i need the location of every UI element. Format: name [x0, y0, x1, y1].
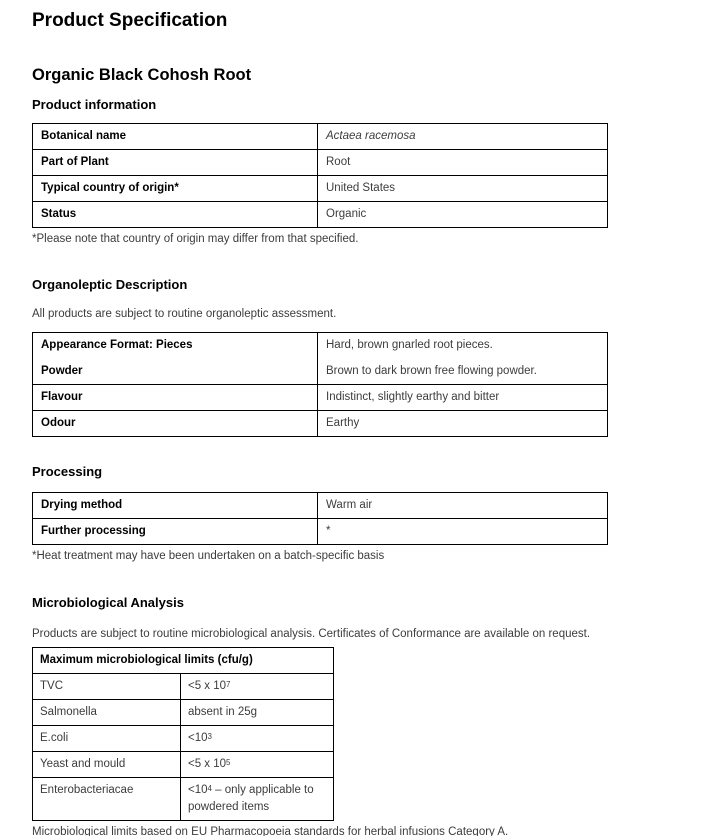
processing-table	[32, 492, 608, 545]
row-value: Root	[318, 150, 608, 176]
table-row	[33, 726, 334, 752]
doc-title: Product Specification	[32, 10, 228, 31]
footnote-eu-pharmacopoeia: Microbiological limits based on EU Pharmacopoeia standards for herbal infusions Category A.	[32, 826, 509, 836]
section-product-information	[32, 96, 679, 247]
row-value: Warm air	[318, 493, 608, 519]
organoleptic-intro: All products are subject to routine organoleptic assessment.	[32, 308, 337, 320]
limit-base: <5 x 10	[188, 680, 227, 692]
table-row	[33, 411, 608, 437]
row-value	[181, 752, 334, 778]
row-label: Salmonella	[33, 700, 181, 726]
table-row	[33, 674, 334, 700]
table-row	[33, 700, 334, 726]
product-title: Organic Black Cohosh Root	[32, 66, 252, 84]
footnote-country-of-origin: *Please note that country of origin may differ from that specified.	[32, 233, 359, 245]
appearance-value-pieces: Hard, brown gnarled root pieces.	[326, 339, 493, 351]
row-value	[318, 333, 608, 385]
table-row	[33, 778, 334, 821]
row-value: Earthy	[318, 411, 608, 437]
table-row	[33, 202, 608, 228]
row-value: United States	[318, 176, 608, 202]
row-label: Status	[33, 202, 318, 228]
heading-organoleptic-description: Organoleptic Description	[32, 277, 188, 292]
limit-base: <10	[188, 732, 208, 744]
row-value: Organic	[318, 202, 608, 228]
section-microbiological-analysis	[32, 594, 679, 836]
organoleptic-table	[32, 332, 608, 437]
heading-microbiological-analysis: Microbiological Analysis	[32, 595, 184, 610]
microbiological-intro: Products are subject to routine microbiological analysis. Certificates of Conformance are available on request.	[32, 628, 591, 640]
row-label: Enterobacteriacae	[33, 778, 181, 821]
row-label: Drying method	[33, 493, 318, 519]
row-label: Yeast and mould	[33, 752, 181, 778]
microbiological-table	[32, 647, 334, 821]
table-row	[33, 333, 608, 385]
row-label: Flavour	[33, 385, 318, 411]
section-organoleptic-description	[32, 276, 679, 437]
row-label	[33, 333, 318, 385]
limit-exponent: 7	[226, 680, 231, 689]
row-label: Typical country of origin*	[33, 176, 318, 202]
row-label: Further processing	[33, 519, 318, 545]
row-value	[181, 674, 334, 700]
limit-base: <10	[188, 784, 208, 796]
row-label: Odour	[33, 411, 318, 437]
appearance-value-powder: Brown to dark brown free flowing powder.	[326, 365, 537, 377]
row-value: *	[318, 519, 608, 545]
row-value: Actaea racemosa	[318, 124, 608, 150]
row-value: Indistinct, slightly earthy and bitter	[318, 385, 608, 411]
row-value	[181, 726, 334, 752]
footnote-heat-treatment: *Heat treatment may have been undertaken on a batch-specific basis	[32, 550, 385, 562]
limit-base: <5 x 10	[188, 758, 227, 770]
table-row	[33, 385, 608, 411]
row-label: TVC	[33, 674, 181, 700]
heading-processing: Processing	[32, 464, 103, 479]
limit-base: absent in 25g	[188, 706, 258, 718]
table-row	[33, 752, 334, 778]
row-label: Part of Plant	[33, 150, 318, 176]
limit-exponent: 3	[207, 732, 212, 741]
table-row	[33, 176, 608, 202]
table-row	[33, 493, 608, 519]
heading-product-information: Product information	[32, 97, 157, 112]
micro-table-header: Maximum microbiological limits (cfu/g)	[33, 648, 334, 674]
table-header-row	[33, 648, 334, 674]
table-row	[33, 124, 608, 150]
appearance-label-pieces: Appearance Format: Pieces	[41, 339, 193, 351]
limit-suffix: – only applicable to powdered items	[188, 784, 314, 813]
row-value	[181, 778, 334, 821]
product-information-table	[32, 123, 608, 228]
limit-exponent: 5	[226, 758, 231, 767]
row-label: Botanical name	[33, 124, 318, 150]
section-processing	[32, 463, 679, 564]
row-label: E.coli	[33, 726, 181, 752]
table-row	[33, 150, 608, 176]
limit-exponent: 4	[207, 784, 212, 793]
row-value	[181, 700, 334, 726]
appearance-label-powder: Powder	[41, 365, 83, 377]
table-row	[33, 519, 608, 545]
